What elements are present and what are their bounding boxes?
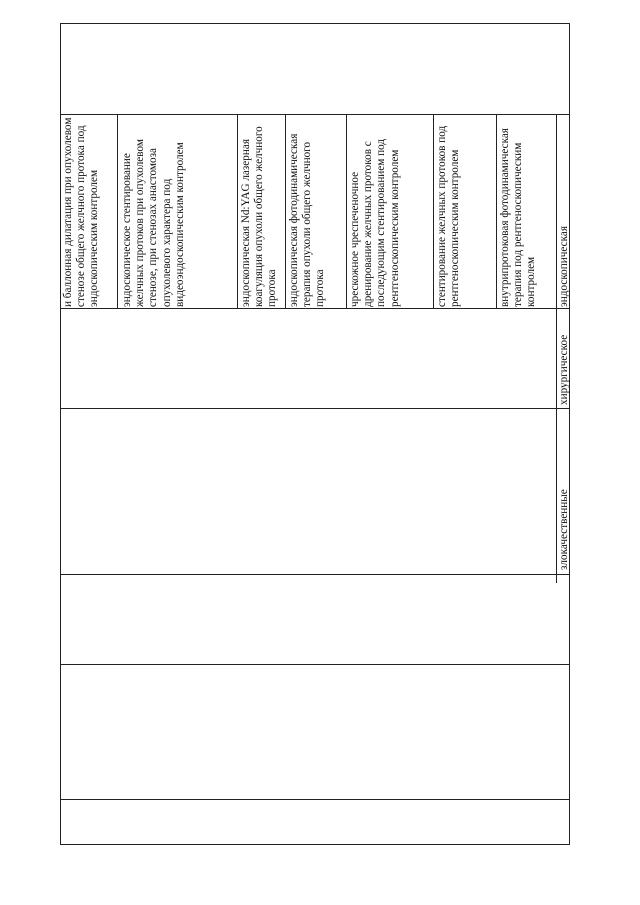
intervention-text: внутрипротоковая фотодинамическая терапия под рентгеноскопическим контролем	[499, 128, 538, 307]
row-separator	[60, 574, 569, 575]
intervention-text: стентирование желчных протоков под рентгеноскопическим контролем	[436, 125, 462, 307]
intervention-cell	[240, 117, 280, 307]
surgical-text: хирургическое	[558, 334, 570, 405]
cell-separator	[433, 114, 434, 308]
cell-separator	[117, 114, 118, 308]
row-separator	[60, 664, 569, 665]
row-separator	[60, 408, 569, 409]
row-separator	[60, 799, 569, 800]
malignant-label	[558, 410, 571, 570]
table-border-left	[60, 23, 61, 845]
intervention-cell	[499, 117, 539, 307]
cell-separator	[237, 114, 238, 308]
table-border-top	[60, 23, 569, 24]
surgical-label	[558, 310, 571, 405]
intervention-cell	[121, 117, 187, 307]
row-separator	[60, 114, 569, 115]
intervention-cell	[62, 117, 102, 307]
table-border-bottom	[60, 844, 569, 845]
column-separator	[556, 308, 557, 583]
intervention-text: эндоскопическое стентирование желчных протоков при опухолевом стенозе, при стенозах анастомоза опухолевого характера под видеоэндоскопическим контролем	[121, 139, 186, 307]
intervention-text: и баллонная дилатация при опухолевом стенозе общего желчного протока под эндоскопическим контролем	[62, 117, 101, 307]
malignant-text: злокачественные	[558, 489, 570, 570]
cell-separator	[556, 114, 557, 308]
intervention-cell	[288, 117, 328, 307]
endoscopic-label	[558, 117, 571, 307]
intervention-text: эндоскопическая Nd:YAG лазерная коагуляция опухоли общего желчного протока	[240, 126, 279, 307]
row-separator	[60, 308, 569, 309]
endoscopic-text: эндоскопическая	[558, 226, 570, 307]
cell-separator	[285, 114, 286, 308]
intervention-cell	[436, 117, 462, 307]
intervention-cell	[349, 117, 402, 307]
intervention-text: чрескожное чреспеченочное дренирование желчных протоков с последующим стентированием под рентгеноскопическим контролем	[349, 138, 401, 307]
cell-separator	[346, 114, 347, 308]
cell-separator	[496, 114, 497, 308]
intervention-text: эндоскопическая фотодинамическая терапия опухоли общего желчного протока	[288, 133, 327, 307]
